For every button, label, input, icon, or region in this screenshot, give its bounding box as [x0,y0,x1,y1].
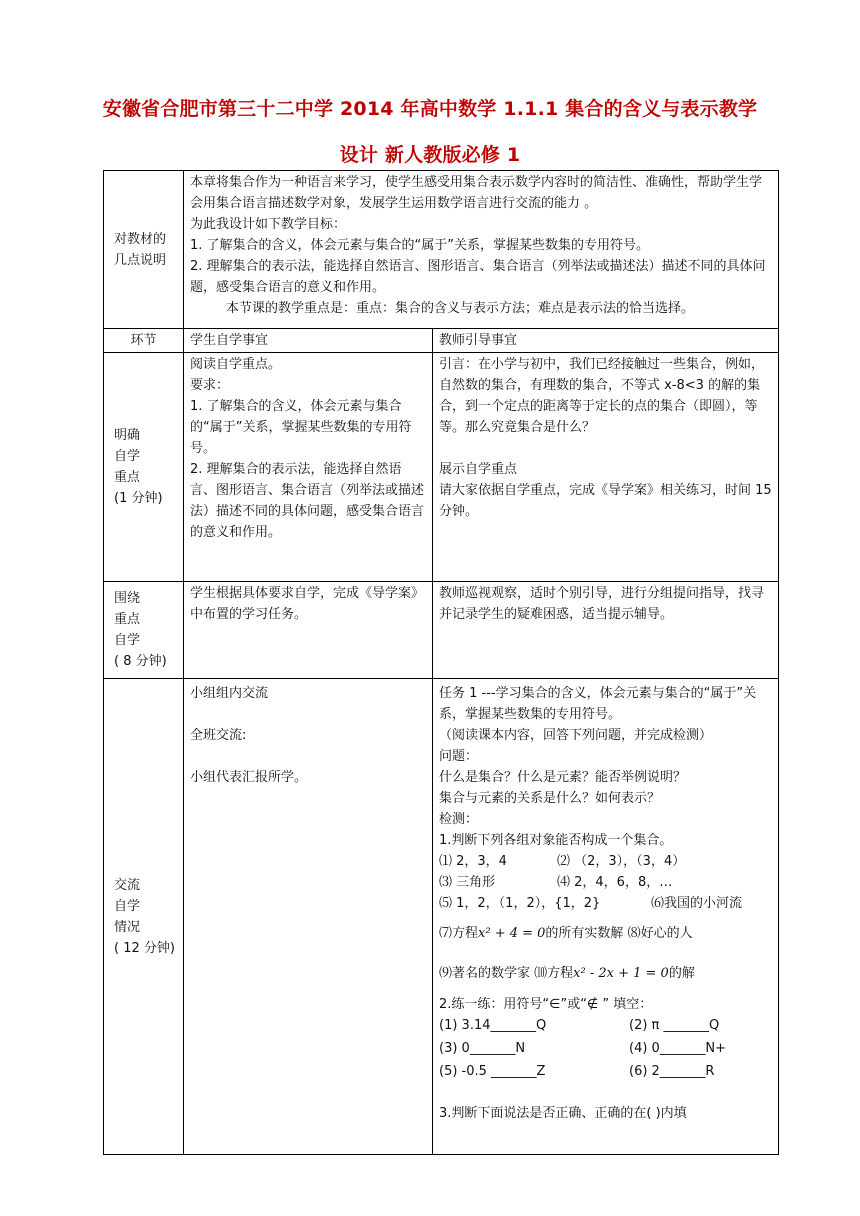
header-teacher-tasks: 教师引导事宜 [433,329,779,353]
stage-row-exchange [104,679,779,1155]
exercise-item: ⑹我国的小河流 [651,896,743,911]
exercise-item: ⑴ 2，3，4 [439,854,507,869]
textbook-notes-row [104,171,779,329]
label-line: ( 8 分钟) [114,654,167,669]
student-tasks-clarify [184,353,433,582]
student-text: 小组代表汇报所学。 [190,770,308,785]
label-line: 围绕 [114,591,141,606]
notes-key-points: 本节课的教学重点是：重点：集合的含义与表示方法；难点是表示法的恰当选择。 [226,301,695,316]
stage-label-exchange [104,679,184,1155]
student-text: 1. 了解集合的含义，体会元素与集合的“属于”关系，掌握某些数集的专用符号。 [190,399,412,456]
student-tasks-exchange [184,679,433,1155]
student-text: 小组组内交流 [190,686,269,701]
document-title-line-1: 安徽省合肥市第三十二中学 2014 年高中数学 1.1.1 集合的含义与表示教学 [102,98,758,120]
notes-goal-1: 1. 了解集合的含义，体会元素与集合的“属于”关系，掌握某些数集的专用符号。 [190,238,650,253]
exercise-line-equation-2 [439,954,772,994]
label-line: 自学 [114,449,141,464]
exercise-line [439,872,772,893]
exercise-item: ⑸ 1，2，（1，2），{1，2} [439,896,601,911]
spacer [190,704,426,725]
exercise-line-equation-1 [439,914,772,954]
exercise-line [439,851,772,872]
exercise-item: ⑷ 2，4，6，8，… [557,875,673,890]
teacher-text: 展示自学重点 [439,462,518,477]
label-line: ( 12 分钟) [114,940,175,956]
document-title-line-2: 设计 新人教版必修 1 [339,144,521,166]
exercise-item: ⑼著名的数学家 [439,966,531,981]
exercise-line [439,893,772,914]
teacher-text: 任务 1 ---学习集合的含义，体会元素与集合的“属于”关系，掌握某些数集的专用符号。 [439,686,757,722]
table-header-row [104,329,779,353]
stage-row-self-study [104,582,779,679]
row-label-textbook-notes [104,171,184,329]
label-line: 自学 [114,898,141,914]
practice-question-2: 2.练一练：用符号“∈”或“∉ ” 填空： [439,997,653,1012]
stage-label-clarify [104,353,184,582]
header-stage: 环节 [104,329,184,353]
header-student-tasks: 学生自学事宜 [184,329,433,353]
label-text: 对教材的几点说明 [114,231,167,268]
exercise-item: ⑵ （2，3），（3，4） [557,854,686,869]
exercise-item: ⑻好心的人 [627,926,693,941]
student-text: 要求： [190,378,230,393]
label-line: 重点 [114,470,141,485]
label-line: 明确 [114,428,141,443]
teacher-tasks-clarify [433,353,779,582]
notes-paragraph-2: 为此我设计如下教学目标： [190,217,347,232]
spacer [190,746,426,767]
textbook-notes-content [184,171,779,329]
exercise-item: 的解 [668,966,695,981]
spacer [439,438,772,459]
teacher-text: 引言：在小学与初中，我们已经接触过一些集合，例如，自然数的集合，有理数的集合，不等式 x-8<3 的解的集合，到一个定点的距离等于定长的点的集合（即圆），等等。那么究竟集合是什么？ [439,357,765,435]
stage-row-clarify [104,353,779,582]
fill-in-item: (2) π _______Q [629,1018,720,1033]
fill-in-item: (4) 0_______N+ [629,1041,726,1056]
teacher-text: 请大家依据自学重点，完成《导学案》相关练习，时间 15 分钟。 [439,483,772,519]
fill-in-grid [439,1015,772,1082]
equation-1: x² + 4 = 0 [478,926,546,941]
student-text: 2. 理解集合的表示法，能选择自然语言、图形语言、集合语言（列举法或描述法）描述不同的具体问题，感受集合语言的意义和作用。 [190,462,425,540]
practice-question-3: 3.判断下面说法是否正确、正确的在( )内填 [439,1106,687,1121]
notes-paragraph-1: 本章将集合作为一种语言来学习，使学生感受用集合表示数学内容时的简洁性、准确性，帮助学生学会用集合语言描述数学对象，发展学生运用数学语言进行交流的能力 。 [190,175,763,211]
student-text: 阅读自学重点。 [190,357,282,372]
teacher-text: （阅读课本内容，回答下列问题，并完成检测） [439,728,713,743]
lesson-plan-table [103,170,779,1155]
teacher-tasks-exchange [433,679,779,1155]
teacher-text: 问题： [439,749,479,764]
label-line: 重点 [114,612,141,627]
label-line: 交流 [114,877,141,893]
label-line: 自学 [114,633,141,648]
student-text: 全班交流: [190,728,247,743]
label-line: 情况 [114,919,141,935]
stage-label-self-study [104,582,184,679]
exercise-item: 的所有实数解 [545,926,624,941]
exercise-item: ⑶ 三角形 [439,875,496,890]
teacher-text: 什么是集合？什么是元素？能否举例说明？ [439,770,687,785]
notes-goal-2: 2. 理解集合的表示法，能选择自然语言、图形语言、集合语言（列举法或描述法）描述不同的具体问题，感受集合语言的意义和作用。 [190,259,766,295]
fill-in-item: (5) -0.5 _______Z [439,1064,546,1079]
fill-in-item: (3) 0_______N [439,1041,526,1056]
equation-2: x² - 2x + 1 = 0 [573,966,669,981]
student-tasks-self-study: 学生根据具体要求自学，完成《导学案》中布置的学习任务。 [184,582,433,679]
fill-in-item: (6) 2_______R [629,1064,715,1079]
spacer [439,1082,772,1103]
teacher-text: 检测： [439,812,479,827]
fill-in-item: (1) 3.14_______Q [439,1018,547,1033]
teacher-text: 集合与元素的关系是什么？如何表示？ [439,791,661,806]
exercise-item: ⑺方程 [439,926,479,941]
teacher-tasks-self-study: 教师巡视观察，适时个别引导，进行分组提问指导，找寻并记录学生的疑难困惑，适当提示辅导。 [433,582,779,679]
label-line: (1 分钟) [114,491,163,506]
teacher-text: 1.判断下列各组对象能否构成一个集合。 [439,833,673,848]
exercise-item: ⑽方程 [534,966,574,981]
